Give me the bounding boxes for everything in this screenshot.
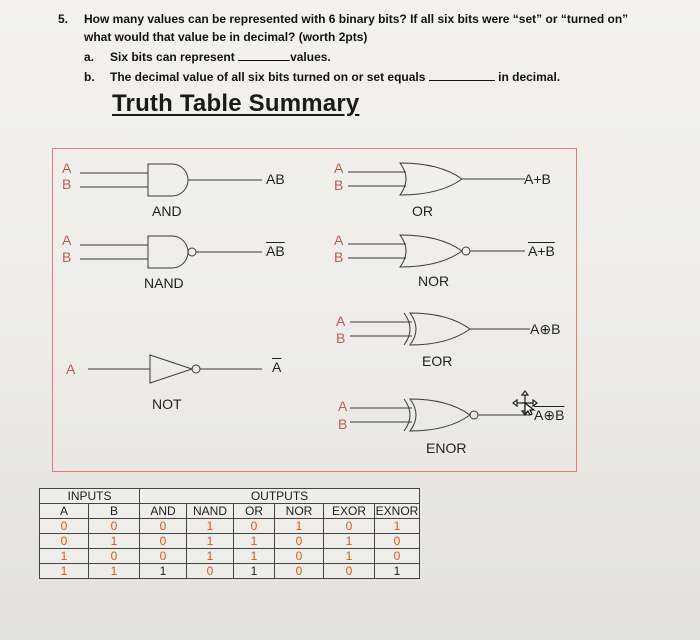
table-cell: 1 [89, 564, 140, 579]
nand-output: $\overline{AB}$ [266, 243, 285, 259]
enor-input-b: B [338, 416, 348, 432]
table-cell: 0 [140, 519, 187, 534]
column-header: NOR [275, 504, 324, 519]
truth-table-column-header [40, 504, 420, 519]
table-cell: 1 [275, 519, 324, 534]
table-cell: 0 [275, 549, 324, 564]
table-cell: 0 [275, 564, 324, 579]
table-cell: 1 [234, 564, 275, 579]
enor-gate-symbol [350, 399, 530, 431]
inputs-header: INPUTS [40, 489, 140, 504]
nand-gate-name: NAND [144, 275, 184, 291]
truth-table [39, 488, 420, 579]
column-header: A [40, 504, 89, 519]
table-cell: 1 [375, 564, 420, 579]
part-b-after: in decimal. [498, 70, 561, 84]
or-input-a: A [334, 160, 344, 176]
table-cell: 1 [187, 534, 234, 549]
enor-input-a: A [338, 398, 348, 414]
table-row [40, 534, 420, 549]
not-input-a: A [66, 361, 76, 377]
table-cell: 0 [89, 549, 140, 564]
enor-output: A⊕B [534, 407, 565, 423]
question-text-2: what would that value be in decimal? (worth 2pts) [84, 30, 368, 44]
nor-output: A+B [528, 243, 555, 259]
nand-input-b: B [62, 249, 72, 265]
or-gate-name: OR [412, 203, 433, 219]
outputs-header: OUTPUTS [140, 489, 420, 504]
table-cell: 1 [234, 534, 275, 549]
eor-input-b: B [336, 330, 346, 346]
table-cell: 1 [40, 564, 89, 579]
enor-gate-name: ENOR [426, 440, 467, 456]
not-gate-symbol [88, 355, 262, 383]
table-row [40, 564, 420, 579]
not-gate-name: NOT [152, 396, 182, 412]
part-a-after: values. [290, 50, 331, 64]
and-gate-name: AND [152, 203, 182, 219]
part-b-letter: b. [84, 70, 95, 84]
eor-input-a: A [336, 313, 346, 329]
table-cell: 1 [40, 549, 89, 564]
table-cell: 0 [275, 534, 324, 549]
question-text-1: How many values can be represented with 6 binary bits? If all six bits were “set” or “turned on” [84, 12, 629, 26]
table-cell: 1 [324, 534, 375, 549]
table-cell: 1 [89, 534, 140, 549]
column-header: EXNOR [375, 504, 419, 518]
not-output: $\overline{A}$ [272, 359, 282, 375]
nand-input-a: A [62, 232, 72, 248]
table-cell: 0 [40, 519, 89, 534]
table-cell: 0 [375, 549, 420, 564]
nor-gate-name: NOR [418, 273, 450, 289]
part-b-text: The decimal value of all six bits turned on or set equals [110, 70, 426, 84]
table-cell: 0 [324, 564, 375, 579]
truth-table-group-header [40, 489, 420, 504]
part-a-letter: a. [84, 50, 95, 64]
column-header: OR [234, 504, 275, 519]
and-gate-symbol [80, 164, 262, 196]
nor-input-a: A [334, 232, 344, 248]
and-output: AB [266, 171, 285, 187]
table-cell: 1 [187, 549, 234, 564]
question-number: 5. [58, 12, 69, 26]
table-row [40, 519, 420, 534]
move-cursor-icon [512, 390, 538, 416]
page-title: Truth Table Summary [112, 90, 360, 117]
table-cell: 1 [187, 519, 234, 534]
table-cell: 1 [140, 564, 187, 579]
column-header: B [89, 504, 140, 519]
and-input-b: B [62, 176, 72, 192]
table-cell: 0 [89, 519, 140, 534]
nand-gate-symbol [80, 236, 262, 268]
nor-gate-symbol [348, 235, 525, 267]
part-a-text: Six bits can represent [110, 50, 235, 64]
or-input-b: B [334, 177, 344, 193]
table-cell: 0 [324, 519, 375, 534]
column-header: NAND [187, 504, 234, 519]
table-cell: 1 [234, 549, 275, 564]
table-cell: 0 [234, 519, 275, 534]
table-cell: 1 [324, 549, 375, 564]
table-cell: 1 [375, 519, 420, 534]
table-cell: 0 [40, 534, 89, 549]
table-row [40, 549, 420, 564]
eor-gate-name: EOR [422, 353, 453, 369]
table-cell: 0 [375, 534, 420, 549]
table-cell: 0 [187, 564, 234, 579]
column-header: EXOR [324, 504, 375, 519]
eor-output: A⊕B [530, 321, 561, 337]
table-cell: 0 [140, 549, 187, 564]
or-output: A+B [524, 171, 551, 187]
eor-gate-symbol [350, 313, 530, 345]
column-header: AND [140, 504, 187, 519]
nor-input-b: B [334, 249, 344, 265]
and-input-a: A [62, 160, 72, 176]
or-gate-symbol [348, 163, 525, 195]
table-cell: 0 [140, 534, 187, 549]
